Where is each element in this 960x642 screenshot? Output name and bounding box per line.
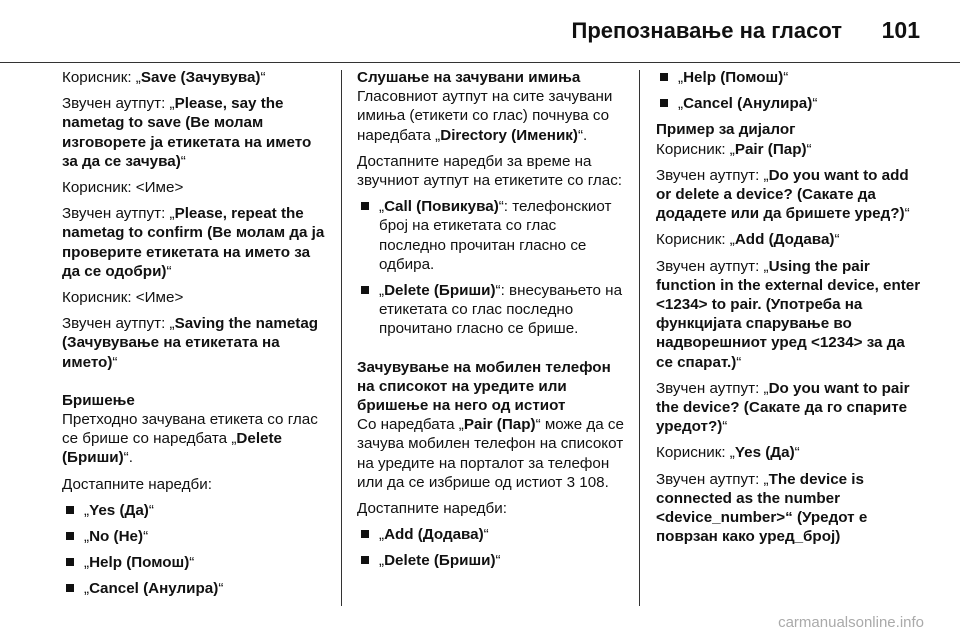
- bullet-square-icon: [361, 530, 369, 538]
- section-heading-delete: Бришење: [62, 391, 135, 409]
- bullet-square-icon: [66, 532, 74, 540]
- dialog-line: Корисник: „Pair (Пар)“: [656, 140, 812, 158]
- list-item: „No (Не)“: [62, 527, 330, 546]
- paragraph: Со наредбата „Pair (Пар)“ може да се зачува мобилен телефон на списокот на уредите на порталот за телефон или да се избрише од истиот 3 108.: [357, 416, 624, 491]
- list-item: „Delete (Бриши)“: внесувањето на етикетата со глас последно прочитано гласно се брише.: [357, 281, 627, 339]
- column-divider: [341, 70, 342, 606]
- paragraph: Претходно зачувана етикета со глас се брише со наредбата „Delete (Бриши)“.: [62, 411, 318, 467]
- list-item: „Cancel (Анулира)“: [656, 94, 924, 113]
- command-list: [357, 525, 627, 570]
- bullet-square-icon: [361, 556, 369, 564]
- column-divider: [639, 70, 640, 606]
- dialog-line: Звучен аутпут: „Do you want to add or delete a device? (Сакате да додадете или да бришете уред?)“: [656, 166, 910, 223]
- list-item: „Yes (Да)“: [62, 501, 330, 520]
- list-item: „Help (Помош)“: [62, 553, 330, 572]
- list-item: „Add (Додава)“: [357, 525, 627, 544]
- page-header: [0, 0, 960, 62]
- section-heading-listen: Слушање на зачувани имиња: [357, 69, 581, 86]
- column-2: [357, 68, 627, 578]
- paragraph: Достапните наредби:: [62, 475, 212, 493]
- list-item: „Help (Помош)“: [656, 68, 924, 87]
- section-heading-save-device: Зачувување на мобилен телефон на списокот на уредите или бришење на него од истиот: [357, 358, 611, 415]
- dialog-line: Корисник: <Име>: [62, 289, 184, 307]
- bullet-square-icon: [660, 73, 668, 81]
- list-item: „Delete (Бриши)“: [357, 551, 627, 570]
- bullet-square-icon: [361, 202, 369, 210]
- page-number: 101: [881, 17, 920, 43]
- dialog-line: Звучен аутпут: „Saving the nametag (Зачувување на етикетата на името)“: [62, 315, 319, 371]
- bullet-square-icon: [660, 99, 668, 107]
- page-reference[interactable]: 3 108.: [566, 473, 609, 491]
- header-rule: [0, 62, 960, 63]
- dialog-line: Корисник: „Save (Зачувува)“: [62, 69, 266, 86]
- running-title: Препознавање на гласот: [571, 18, 842, 43]
- watermark: carmanualsonline.info: [778, 614, 924, 631]
- dialog-line: Звучен аутпут: „The device is connected as the number <device_number>“ (Уредот е поврзан како уред_број): [656, 470, 868, 546]
- bullet-square-icon: [66, 506, 74, 514]
- list-item: „Cancel (Анулира)“: [62, 579, 330, 598]
- command-list: [656, 68, 924, 113]
- command-list: [62, 501, 330, 599]
- paragraph: Достапните наредби:: [357, 500, 507, 518]
- section-heading-example: Пример за дијалог: [656, 121, 796, 139]
- bullet-square-icon: [66, 584, 74, 592]
- dialog-line: Корисник: „Add (Додава)“: [656, 231, 840, 249]
- dialog-line: Звучен аутпут: „Please, repeat the nametag to confirm (Ве молам да ја проверите етикетата на името за да се одобри)“: [62, 205, 325, 280]
- dialog-line: Звучен аутпут: „Using the pair function in the external device, enter <1234> to pair. (Употреба на функцијата спарување во надворешниот уред <1234> за да се спарат.)“: [656, 257, 921, 371]
- bullet-square-icon: [361, 286, 369, 294]
- column-1: [62, 68, 330, 606]
- dialog-line: Корисник: <Име>: [62, 179, 184, 197]
- command-list: [357, 197, 627, 338]
- paragraph: Достапните наредби за време на звучниот аутпут на етикетите со глас:: [357, 152, 623, 190]
- dialog-line: Звучен аутпут: „Please, say the nametag to save (Ве молам изговорете ја етикетата на името за да се зачува)“: [62, 95, 312, 170]
- bullet-square-icon: [66, 558, 74, 566]
- list-item: „Call (Повикува)“: телефонскиот број на етикетата со глас последно прочитан гласно се одбира.: [357, 197, 627, 274]
- column-3: [656, 68, 924, 553]
- paragraph: Гласовниот аутпут на сите зачувани имиња (етикети со глас) почнува со наредбата „Directory (Именик)“.: [357, 88, 613, 144]
- dialog-line: Звучен аутпут: „Do you want to pair the device? (Сакате да го спарите уредот?)“: [656, 379, 910, 436]
- dialog-line: Корисник: „Yes (Да)“: [656, 444, 800, 462]
